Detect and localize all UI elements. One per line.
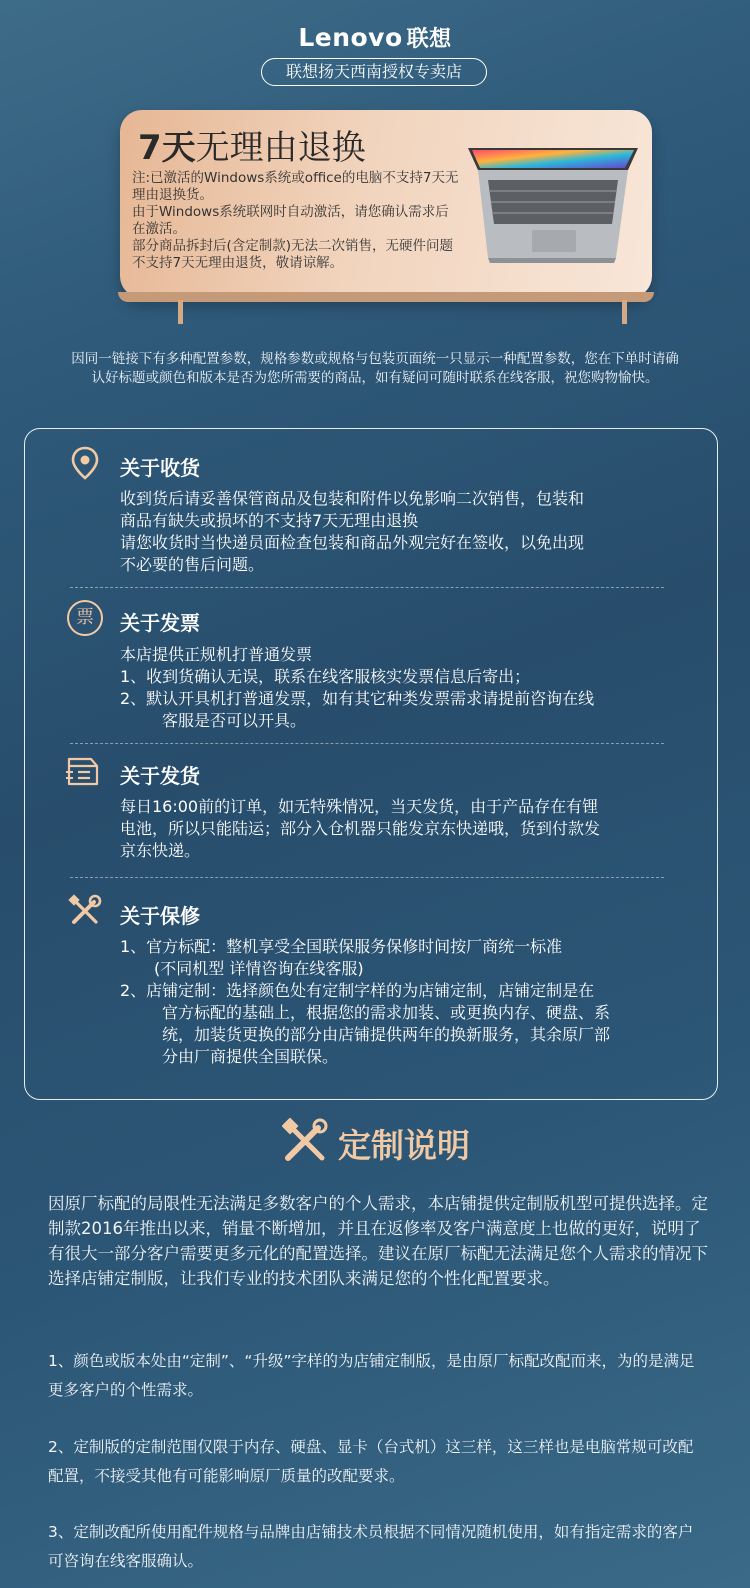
- brand-logo: [0, 22, 750, 53]
- invoice-line-2: 1、收到货确认无误，联系在线客服核实发票信息后寄出；: [120, 667, 531, 686]
- custom-point-2: 2、定制版的定制范围仅限于内存、硬盘、显卡（台式机）这三样，这三样也是电脑常规可改配配置，不接受其他有可能影响原厂质量的改配要求。: [48, 1438, 694, 1485]
- receiving-line-4: 不必要的售后问题。: [120, 555, 265, 574]
- section-body-receiving: [120, 488, 584, 576]
- receiving-line-1: 收到货后请妥善保管商品及包装和附件以免影响二次销售，包装和: [120, 489, 585, 508]
- section-divider: [70, 743, 664, 744]
- note-line-1: 注:已激活的Windows系统或office的电脑不支持7天无理由退换货。: [132, 170, 459, 203]
- warranty-line-5: 统，加装货更换的部分由店铺提供两年的换新服务，其余原厂部: [162, 1025, 611, 1044]
- shipping-box-icon: [66, 754, 100, 788]
- section-title-receiving: 关于收货: [120, 456, 200, 480]
- section-title-invoice: 关于发票: [120, 611, 200, 635]
- section-body-warranty: [120, 936, 610, 1068]
- title-rest: 无理由退换: [195, 128, 366, 168]
- shipping-line-3: 京东快递。: [120, 841, 201, 860]
- shipping-line-2: 电池，所以只能陆运；部分入仓机器只能发京东快递哦，货到付款发: [120, 819, 601, 838]
- invoice-line-1: 本店提供正规机打普通发票: [120, 645, 313, 664]
- warranty-line-4: 官方标配的基础上，根据您的需求加装、或更换内存、硬盘、系: [162, 1003, 611, 1022]
- section-body-invoice: [120, 644, 594, 732]
- section-divider: [70, 587, 664, 588]
- intro-notice: 因同一链接下有多种配置参数，规格参数或规格与包装页面统一只显示一种配置参数，您在下单时请确认好标题或颜色和版本是否为您所需要的商品，如有疑问可随时联系在线客服，祝您购物愉快。: [71, 351, 679, 386]
- card-shelf: [118, 292, 654, 302]
- warranty-line-1: 1、官方标配：整机享受全国联保服务保修时间按厂商统一标准: [120, 937, 563, 956]
- card-leg-right: [622, 300, 627, 324]
- custom-section-title: 定制说明: [338, 1126, 470, 1165]
- location-pin-icon: [68, 446, 102, 480]
- custom-main-paragraph: 因原厂标配的局限性无法满足多数客户的个人需求，本店铺提供定制版机型可提供选择。定制款2016年推出以来，销量不断增加，并且在返修率及客户满意度上也做的更好，说明了有很大一部分客户需要更多元化的配置选择。建议在原厂标配无法满足您个人需求的情况下选择店铺定制版，让我们专业的技术团队来满足您的个性化配置要求。: [48, 1194, 708, 1288]
- brand-name-cn: 联想: [406, 27, 452, 52]
- custom-point-1: 1、颜色或版本处由“定制”、“升级”字样的为店铺定制版，是由原厂标配改配而来，为的是满足更多客户的个性需求。: [48, 1352, 695, 1399]
- section-body-shipping: [120, 796, 600, 862]
- warranty-line-2: (不同机型 详情咨询在线客服): [154, 959, 364, 978]
- laptop-image: [466, 140, 642, 270]
- custom-tools-icon: [282, 1118, 328, 1164]
- section-divider: [70, 877, 664, 878]
- brand-name-en: Lenovo: [298, 23, 403, 52]
- warranty-line-3: 2、店铺定制：选择颜色处有定制字样的为店铺定制，店铺定制是在: [120, 981, 595, 1000]
- return-policy-notes: [132, 170, 462, 272]
- note-line-2: 由于Windows系统联网时自动激活，请您确认需求后在激活。: [132, 204, 449, 237]
- invoice-line-4: 客服是否可以开具。: [162, 711, 307, 730]
- invoice-icon: 票: [67, 600, 103, 636]
- shipping-line-1: 每日16:00前的订单，如无特殊情况，当天发货，由于产品存在有锂: [120, 797, 599, 816]
- return-policy-title: [138, 120, 366, 169]
- receiving-line-2: 商品有缺失或损坏的不支持7天无理由退换: [120, 511, 419, 530]
- invoice-line-3: 2、默认开具机打普通发票，如有其它种类发票需求请提前咨询在线: [120, 689, 595, 708]
- warranty-line-6: 分由厂商提供全国联保。: [162, 1047, 339, 1066]
- store-name-badge: 联想扬天西南授权专卖店: [261, 58, 487, 86]
- card-leg-left: [178, 300, 183, 324]
- section-title-warranty: 关于保修: [120, 904, 200, 928]
- title-days: 7天: [138, 128, 196, 168]
- note-line-3: 部分商品拆封后(含定制款)无法二次销售，无硬件问题不支持7天无理由退货，敬请谅解。: [132, 238, 454, 271]
- receiving-line-3: 请您收货时当快递员面检查包装和商品外观完好在签收，以免出现: [120, 533, 585, 552]
- tools-icon: [68, 894, 102, 928]
- custom-point-3: 3、定制改配所使用配件规格与品牌由店铺技术员根据不同情况随机使用，如有指定需求的客户可咨询在线客服确认。: [48, 1523, 694, 1570]
- section-title-shipping: 关于发货: [120, 764, 200, 788]
